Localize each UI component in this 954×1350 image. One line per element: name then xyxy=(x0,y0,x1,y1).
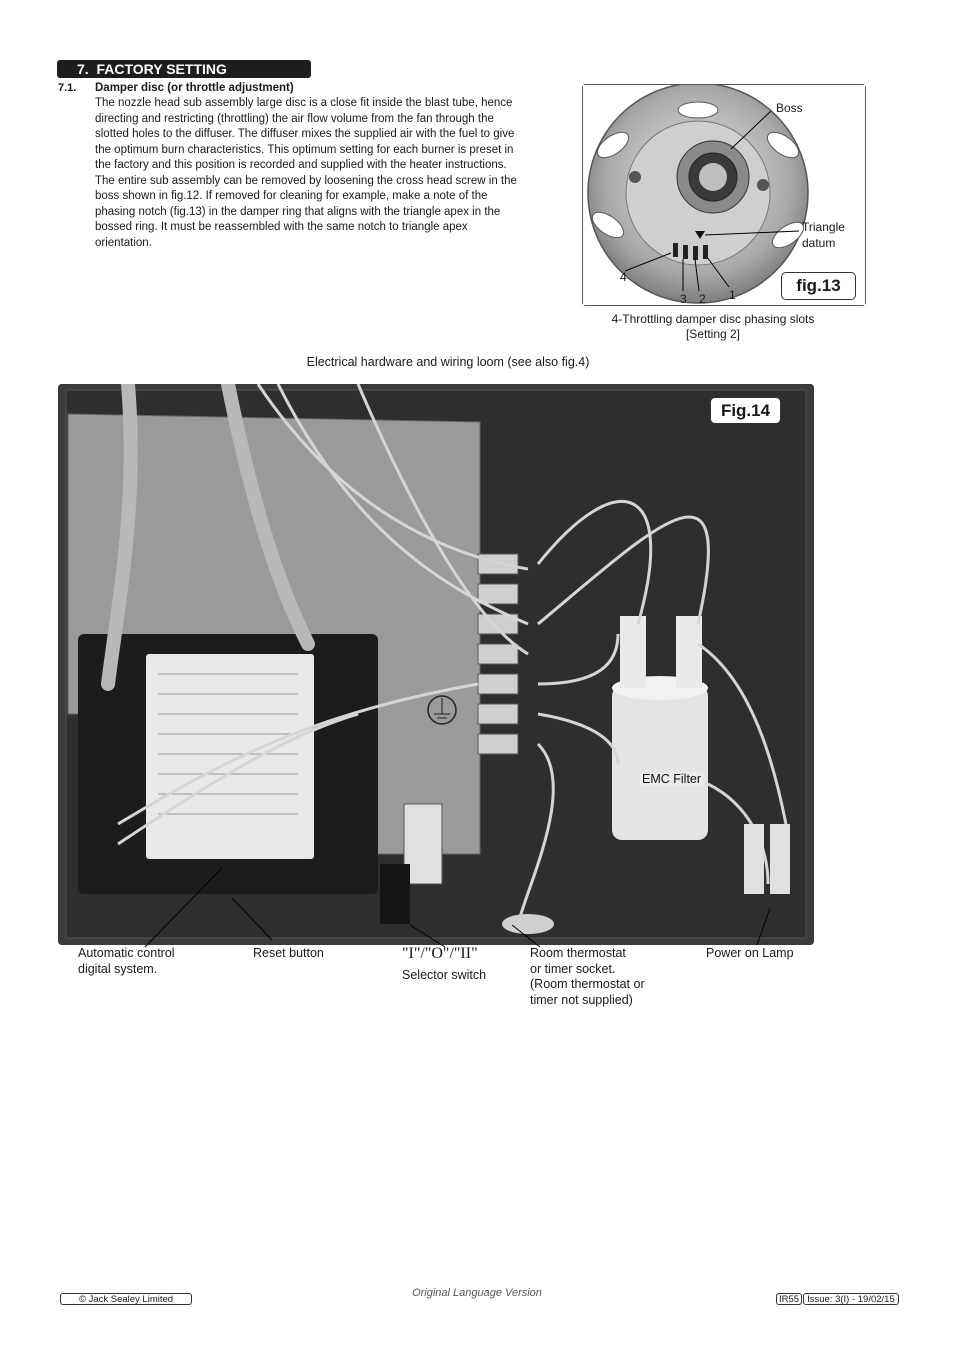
datum-label: datum xyxy=(802,236,836,250)
selector-switch-label: Selector switch xyxy=(402,968,487,982)
acds-label-line1: Automatic control xyxy=(78,946,175,960)
footer-model: IR55 xyxy=(776,1293,802,1305)
section-number: 7. xyxy=(77,61,89,77)
emc-filter-label: EMC Filter xyxy=(642,772,702,786)
subsection-title: Damper disc (or throttle adjustment) xyxy=(95,82,294,94)
room-line2: or timer socket. xyxy=(530,961,616,976)
fig14-heading: Electrical hardware and wiring loom (see also fig.4) xyxy=(306,355,590,369)
boss-label: Boss xyxy=(776,101,803,115)
slot-1-label: 1 xyxy=(729,288,736,302)
reset-button-label: Reset button xyxy=(253,946,324,960)
selector-positions-label: "I"/"O"/"II" xyxy=(402,945,478,962)
slot-4-label: 4 xyxy=(620,270,627,284)
room-line4: timer not supplied) xyxy=(530,992,633,1007)
room-thermostat-label xyxy=(530,946,645,1008)
fig13-caption-line2: [Setting 2] xyxy=(685,327,741,341)
room-line1: Room thermostat xyxy=(530,946,626,960)
fig14-badge: Fig.14 xyxy=(710,397,781,424)
section-title: FACTORY SETTING xyxy=(96,61,227,77)
fig13-caption-line1: 4-Throttling damper disc phasing slots xyxy=(611,312,815,326)
power-lamp-label: Power on Lamp xyxy=(706,946,794,960)
fig13-badge: fig.13 xyxy=(781,272,856,300)
slot-2-label: 2 xyxy=(699,292,706,306)
paragraph-text: The nozzle head sub assembly large disc is a close fit inside the blast tube, hence directing and restricting (throttling) the air flow volume from the fan through the slotted holes to the diffuser. The diffuser mixes the supplied air with the fuel to give the optimum burn characteristics. This optimum setting for each burner is preset in the factory and this position is recorded and supplied with the heater instructions. The entire sub assembly can be removed by loosening the cross head screw in the boss shown in fig.12. If removed for cleaning for example, make a note of the phasing notch (fig.13) in the damper ring that aligns with the triangle apex in the bossed ring. It must be reassembled with the same notch to triangle apex orientation. xyxy=(95,97,517,249)
triangle-label: Triangle xyxy=(802,220,845,234)
acds-label-line2: digital system. xyxy=(78,961,158,976)
footer-center: Original Language Version xyxy=(412,1287,542,1299)
subsection-number: 7.1. xyxy=(58,82,77,94)
slot-3-label: 3 xyxy=(680,292,687,306)
footer-issue xyxy=(776,1293,899,1305)
footer-issue-date: Issue: 3(I) - 19/02/15 xyxy=(803,1293,899,1305)
room-line3: (Room thermostat or xyxy=(530,977,645,991)
acds-label xyxy=(78,946,175,977)
footer-copyright: © Jack Sealey Limited xyxy=(60,1293,192,1305)
